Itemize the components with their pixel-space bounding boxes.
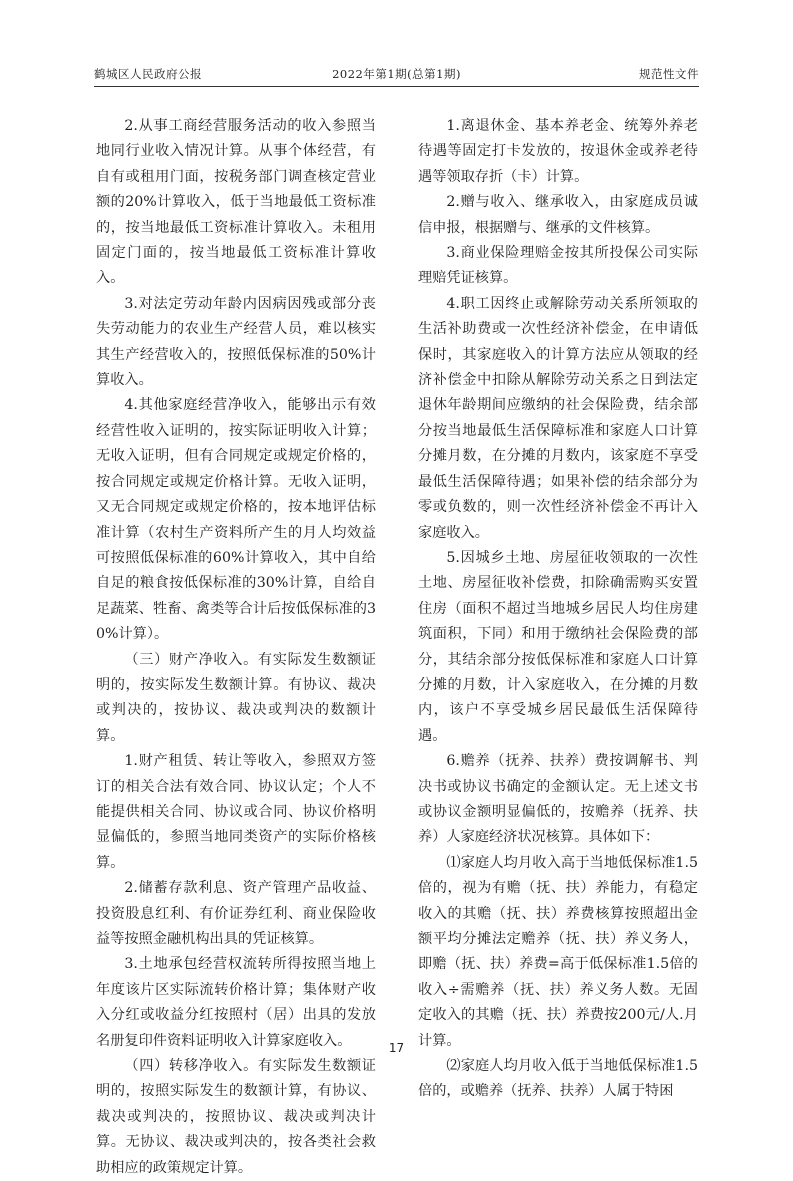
paragraph: 6.赡养（抚养、扶养）费按调解书、判决书或协议书确定的金额认定。无上述文书或协议金额明显偏低的，按赡养（抚养、扶养）人家庭经济状况核算。具体如下： <box>418 753 698 846</box>
paragraph: 4.职工因终止或解除劳动关系所领取的生活补助费或一次性经济补偿金，在申请低保时，其家庭收入的计算方法应从领取的经济补偿金中扣除从解除劳动关系之日到法定退休年龄期间应缴纳的社会保险费，结余部分按当地最低生活保障标准和家庭人口计算分摊月数，在分摊的月数内，该家庭不享受最低生活保障待遇；如果补偿的结余部分为零或负数的，则一次性经济补偿金不再计入家庭收入。 <box>418 295 698 541</box>
running-header <box>94 66 699 84</box>
paragraph: 2.从事工商经营服务活动的收入参照当地同行业收入情况计算。从事个体经营，有自有或租用门面，按税务部门调查核定营业额的20%计算收入，低于当地最低工资标准的，按当地最低工资标准计算收入。未租用固定门面的，按当地最低工资标准计算收入。 <box>96 118 376 287</box>
paragraph: 1.离退休金、基本养老金、统筹外养老待遇等固定打卡发放的，按退休金或养老待遇等领取存折（卡）计算。 <box>418 118 698 185</box>
paragraph: 1.财产租赁、转让等收入，参照双方签订的相关合法有效合同、协议认定；个人不能提供相关合同、协议或合同、协议价格明显偏低的，参照当地同类资产的实际价格核算。 <box>96 753 376 871</box>
paragraph: 3.对法定劳动年龄内因病因残或部分丧失劳动能力的农业生产经营人员，难以核实其生产经营收入的，按照低保标准的50%计算收入。 <box>96 295 376 389</box>
header-issue: 2022年第1期(总第1期) <box>332 67 461 81</box>
page-number: 17 <box>388 1041 405 1055</box>
right-text-column <box>418 114 698 1105</box>
paragraph: 3.土地承包经营权流转所得按照当地上年度该片区实际流转价格计算；集体财产收入分红或收益分红按照村（居）出具的发放名册复印件资料证明收入计算家庭收入。 <box>96 956 376 1049</box>
paragraph: ⑵家庭人均月收入低于当地低保标准1.5倍的，或赡养（抚养、扶养）人属于特困 <box>418 1058 698 1100</box>
section-heading-paragraph: （四）转移净收入。有实际发生数额证明的，按照实际发生的数额计算，有协议、裁决或判决的，按照协议、裁决或判决计算。无协议、裁决或判决的，按各类社会救助相应的政策规定计算。 <box>96 1058 376 1176</box>
section-heading-paragraph: （三）财产净收入。有实际发生数额证明的，按实际发生数额计算。有协议、裁决或判决的，按协议、裁决或判决的数额计算。 <box>96 651 376 744</box>
paragraph: 2.赠与收入、继承收入，由家庭成员诚信申报，根据赠与、继承的文件核算。 <box>418 194 698 236</box>
header-divider <box>94 86 699 87</box>
paragraph: 2.储蓄存款利息、资产管理产品收益、投资股息红利、有价证券红利、商业保险收益等按照金融机构出具的凭证核算。 <box>96 880 376 947</box>
paragraph: 5.因城乡土地、房屋征收领取的一次性土地、房屋征收补偿费，扣除确需购买安置住房（面积不超过当地城乡居民人均住房建筑面积，下同）和用于缴纳社会保险费的部分，其结余部分按低保标准和家庭人口计算分摊的月数，计入家庭收入，在分摊的月数内，该户不享受城乡居民最低生活保障待遇。 <box>418 549 698 744</box>
paragraph: 3.商业保险理赔金按其所投保公司实际理赔凭证核算。 <box>418 245 698 287</box>
paragraph: 4.其他家庭经营净收入，能够出示有效经营性收入证明的，按实际证明收入计算；无收入证明，但有合同规定或规定价格的，按合同规定或规定价格计算。无收入证明，又无合同规定或规定价格的，按本地评估标准计算（农村生产资料所产生的月人均效益可按照低保标准的60%计算收入，其中自给自足的粮食按低保标准的30%计算，自给自足蔬菜、牲畜、禽类等合计后按低保标准的30%计算）。 <box>96 397 376 643</box>
paragraph: ⑴家庭人均月收入高于当地低保标准1.5倍的，视为有赡（抚、扶）养能力，有稳定收入的其赡（抚、扶）养费核算按照超出金额平均分摊法定赡养（抚、扶）养义务人，即赡（抚、扶）养费=高于低保标准1.5倍的收入÷需赡养（抚、扶）养义务人数。无固定收入的其赡（抚、扶）养费按200元/人.月计算。 <box>418 854 698 1049</box>
left-text-column <box>96 114 376 1181</box>
header-publication-title: 鹤城区人民政府公报 <box>94 67 202 81</box>
header-section: 规范性文件 <box>639 67 699 81</box>
